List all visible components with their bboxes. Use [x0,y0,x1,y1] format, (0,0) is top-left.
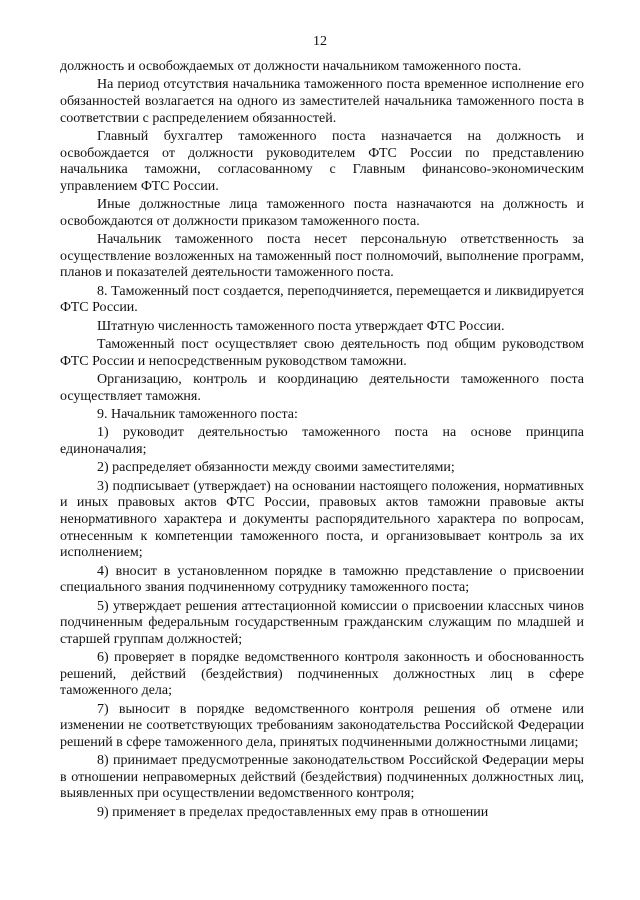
document-body [60,59,584,823]
list-item: 5) утверждает решения аттестационной комиссии о присвоении классных чинов подчиненным федеральным государственным гражданским служащим по младшей и старшей группам должностей; [60,598,584,647]
page-number: 12 [313,34,327,49]
paragraph: 8. Таможенный пост создается, переподчиняется, перемещается и ликвидируется ФТС России. [60,283,584,316]
list-item: 9) применяет в пределах предоставленных ему прав в отношении [97,804,489,820]
list-item: 2) распределяет обязанности между своими заместителями; [97,460,455,476]
list-item: 4) вносит в установленном порядке в таможню представление о присвоении специального звания подчиненному сотруднику таможенного поста; [60,563,584,596]
paragraph: На период отсутствия начальника таможенного поста временное исполнение его обязанностей возлагается на одного из заместителей начальника таможенного поста в соответствии с распределением обязанностей. [60,77,584,126]
paragraph: Главный бухгалтер таможенного поста назначается на должность и освобождается от должности руководителем ФТС России по представлению начальника таможни, согласованному с Главным финансово-экономическим управлением ФТС России. [60,128,584,194]
paragraph: Организацию, контроль и координацию деятельности таможенного поста осуществляет таможня. [60,372,584,404]
list-item: 6) проверяет в порядке ведомственного контроля законность и обоснованность решений, действий (бездействия) подчиненных должностных лиц в сфере таможенного дела; [60,650,584,699]
list-item: 3) подписывает (утверждает) на основании настоящего положения, нормативных и иных правовых актов ФТС России, правовых актов таможни правовые акты ненормативного характера и документы распорядительного характера по вопросам, отнесенным к компетенции таможенного поста, и организовывает контроль за их исполнением; [60,478,584,561]
paragraph: Штатную численность таможенного поста утверждает ФТС России. [97,318,505,334]
paragraph: 9. Начальник таможенного поста: [97,407,298,423]
paragraph: Иные должностные лица таможенного поста назначаются на должность и освобождаются от должности приказом таможенного поста. [60,197,584,229]
list-item: 7) выносит в порядке ведомственного контроля решения об отмене или изменении не соответствующих требованиям законодательства Российской Федерации решений в сфере таможенного дела, принятых подчиненными должностными лицами; [60,701,584,750]
list-item: 8) принимает предусмотренные законодательством Российской Федерации меры в отношении неправомерных действий (бездействия) подчиненных должностных лиц, выявленных при осуществлении ведомственного контроля; [60,753,584,802]
paragraph: должность и освобождаемых от должности начальником таможенного поста. [60,59,522,74]
paragraph: Начальник таможенного поста несет персональную ответственность за осуществление возложенных на таможенный пост полномочий, выполнение программ, планов и показателей деятельности таможенного поста. [60,232,584,281]
list-item: 1) руководит деятельностью таможенного поста на основе принципа единоначалия; [60,425,584,458]
paragraph: Таможенный пост осуществляет свою деятельность под общим руководством ФТС России и непосредственным руководством таможни. [60,337,584,369]
